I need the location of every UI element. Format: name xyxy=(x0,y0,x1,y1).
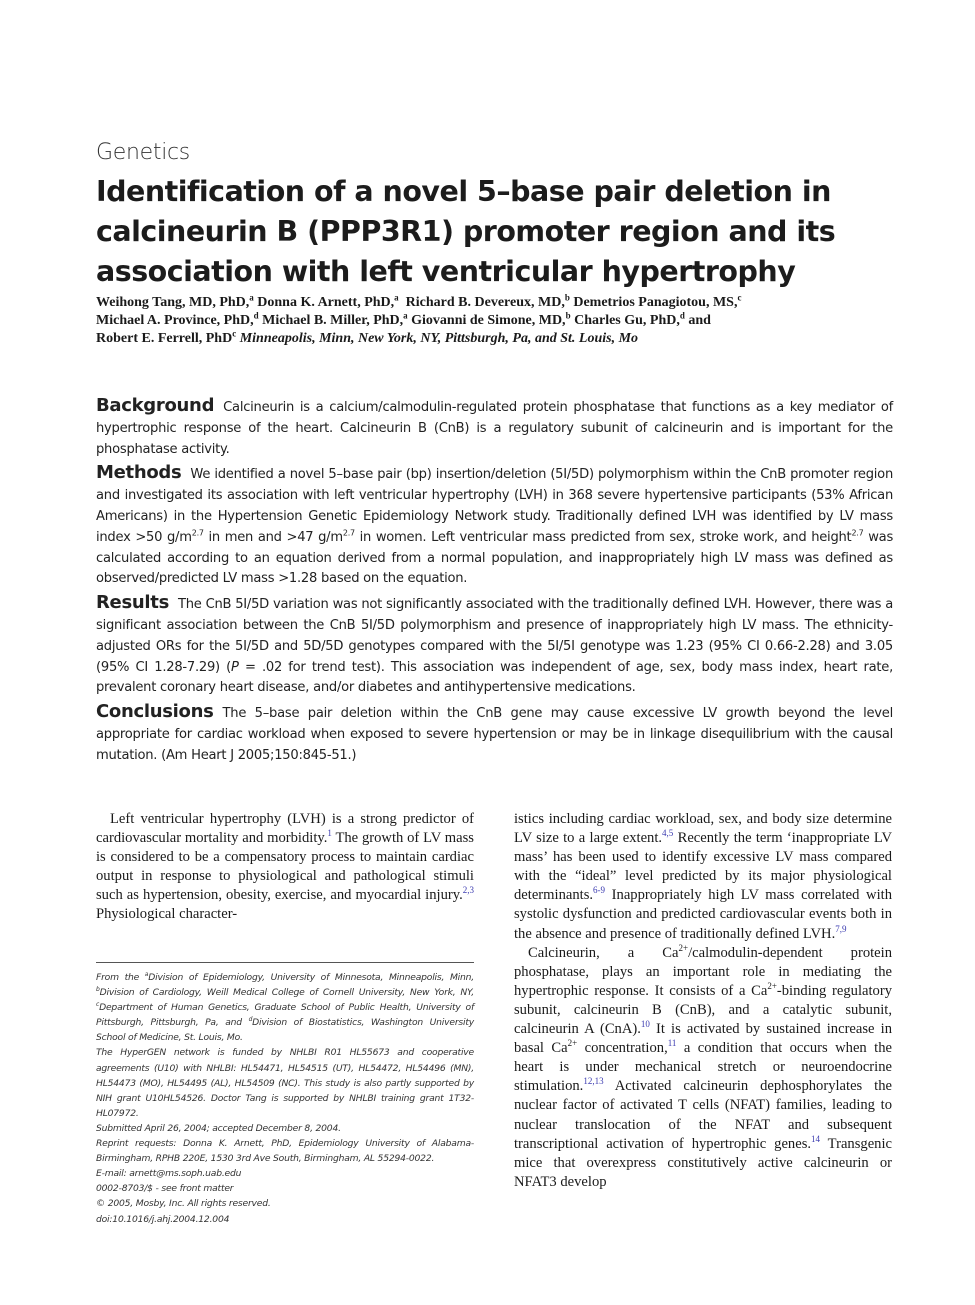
reference-link[interactable]: 7,9 xyxy=(835,923,847,934)
author-list: Weihong Tang, MD, PhD,$^a$ Donna K. Arnett, PhD,$^a$ Richard B. Devereux, MD,$^b$ Demetrios Panagiotou, MS,$^c$ Michael A. Province, PhD,$^d$ Michael B. Miller, PhD,$^a$ Giovanni de Simone, MD,$^b$ Charles Gu, PhD,$^d$ and Robert E. Ferrell, PhD$^c$ Minneapolis, Minn, New York, NY, Pittsburgh, Pa, and St. Louis, Mo xyxy=(96,292,742,346)
author: Robert E. Ferrell, PhD xyxy=(96,331,233,346)
author: Weihong Tang, MD, PhD, xyxy=(96,295,250,310)
abstract-heading: Background xyxy=(96,395,215,416)
reference-link[interactable]: 11 xyxy=(667,1038,677,1049)
author: Charles Gu, PhD, xyxy=(574,313,680,328)
reference-link[interactable]: 4,5 xyxy=(662,828,674,839)
footnote-doi[interactable]: doi:10.1016/j.ahj.2004.12.004 xyxy=(96,1213,230,1225)
abstract-heading: Results xyxy=(96,592,169,614)
body-paragraph: istics including cardiac workload, sex, and body size determine LV size to a large extent.$^{4,5}$ Recently the term ‘inappropriate LV mass’ has been used to identify excessive LV mass compared with the “ideal” level predicted by its major physiological determinants.$^{6-9}$ Inappropriately high LV mass correlated with systolic dysfunction and predicted cardiovascular events both in the absence and presence of traditionally defined LVH.$^{7,9}$ xyxy=(514,811,892,942)
footnote-issn: 0002-8703/$ - see front matter xyxy=(96,1183,234,1195)
body-paragraph: Calcineurin, a $Ca^{2+}/calmodulin$-dependent protein phosphatase, plays an important role in mediating the hypertrophic response. It consists of a $Ca^{2+}$-binding regulatory subunit, calcineurin B (CnB), and a catalytic subunit, calcineurin A (CnA).$^{10}$ It is activated by sustained increase in basal $Ca^{2+}$ concentration,$^{11}$ a condition that occurs when the heart is under mechanical stretch or neuroendocrine stimulation.$^{12,13}$ Activated calcineurin dephosphorylates the nuclear factor of activated T cells (NFAT) families, leading to nuclear translocation of the NFAT and subsequent transcriptional activation of hypertrophic genes.$^{14}$ Transgenic mice that overexpress constitutively active calcineurin or NFAT3 develop xyxy=(514,942,893,1190)
footnote-divider xyxy=(96,962,474,963)
article-title: Identification of a novel 5–base pair deletion in calcineurin B (PPP3R1) promoter region and its association with left ventricular hypertrophy xyxy=(96,175,836,288)
author: Michael B. Miller, PhD, xyxy=(262,313,404,328)
abstract-methods: Methods We identified a novel 5–base pair (bp) insertion/deletion (5I/5D) polymorphism within the CnB promoter region and investigated its association with left ventricular hypertrophy (LVH) in 368 severe hypertensive participants (53% African Americans) in the Hypertension Genetic Epidemiology Network study. Traditionally defined LVH was identified by LV mass index >50 $g/m^{2.7}$ in men and >47 $g/m^{2.7}$ in women. Left ventricular mass predicted from sex, stroke work, and height$^{2.7}$ was calculated according to an equation derived from a normal population, and inappropriately high LV mass was defined as observed/predicted LV mass >1.28 based on the equation. xyxy=(96,462,894,587)
footnotes xyxy=(96,970,474,1227)
footnote-affiliations: From the $^a$Division of Epidemiology, University of Minnesota, Minneapolis, Minn, $^b$Division of Cardiology, Weill Medical College of Cornell University, New York, NY, $^c$Department of Human Genetics, Graduate School of Public Health, University of Pittsburgh, Pittsburgh, Pa, and $^d$Division of Biostatistics, Washington University School of Medicine, St. Louis, Mo. xyxy=(96,970,474,1044)
author: Richard B. Devereux, MD, xyxy=(405,295,565,310)
author: Michael A. Province, PhD, xyxy=(96,313,254,328)
abstract-conclusions: Conclusions The 5–base pair deletion within the CnB gene may cause excessive LV growth beyond the level appropriate for cardiac workload when exposed to severe hypertension or may be in linkage disequilibrium with the causal mutation. (Am Heart J 2005;150:845-51.) xyxy=(96,701,893,763)
reference-link[interactable]: 12,13 xyxy=(583,1076,604,1087)
footnote-reprint: Reprint requests: Donna K. Arnett, PhD, Epidemiology University of Alabama-Birmingham, RPHB 220E, 1530 3rd Ave South, Birmingham, AL 55294-0022. xyxy=(96,1138,474,1165)
reference-link[interactable]: 2,3 xyxy=(462,885,474,896)
abstract-heading: Conclusions xyxy=(96,701,214,723)
author: Giovanni de Simone, MD, xyxy=(411,313,566,328)
abstract xyxy=(96,396,893,770)
body-column-left xyxy=(96,810,474,925)
abstract-results: Results The CnB 5I/5D variation was not significantly associated with the traditionally defined LVH. However, there was a significant association between the CnB 5I/5D polymorphism and presence of inappropriately high LV mass. The ethnicity-adjusted ORs for the 5I/5D and 5D/5D genotypes compared with the 5I/5I genotype was 1.23 (95% CI 0.66-2.28) and 3.05 (95% CI 1.28-7.29) (P = .02 for trend test). This association was independent of age, sex, body mass index, heart rate, prevalent coronary heart disease, and/or diabetes and antihypertensive medications. xyxy=(96,592,893,696)
abstract-heading: Methods xyxy=(96,462,182,484)
author: Donna K. Arnett, PhD, xyxy=(257,295,395,310)
reference-link[interactable]: 6-9 xyxy=(593,885,606,896)
body-paragraph: Left ventricular hypertrophy (LVH) is a strong predictor of cardiovascular mortality and morbidity.$^1$ The growth of LV mass is considered to be a compensatory process to maintain cardiac output in response to physiological and pathological stimuli such as hypertension, obesity, exercise, and myocardial injury.$^{2,3}$ Physiological character- xyxy=(96,811,474,923)
body-column-right xyxy=(514,810,892,1192)
section-label: Genetics xyxy=(96,140,190,165)
reference-link[interactable]: 10 xyxy=(640,1019,650,1030)
author-locations: Minneapolis, Minn, New York, NY, Pittsburgh, Pa, and St. Louis, Mo xyxy=(239,331,639,346)
footnote-email[interactable]: E-mail: arnett@ms.soph.uab.edu xyxy=(96,1168,242,1180)
footnote-copyright: © 2005, Mosby, Inc. All rights reserved. xyxy=(96,1198,271,1210)
footnote-funding: The HyperGEN network is funded by NHLBI R01 HL55673 and cooperative agreements (U10) with NHLBI: HL54471, HL54515 (UT), HL54472, HL54496 (MN), HL54473 (MO), HL54495 (AL), HL54509 (NC). This study is also partly supported by NIH grant U10HL54526. Doctor Tang is supported by NHLBI training grant 1T32-HL07972. xyxy=(96,1047,474,1119)
author: Demetrios Panagiotou, MS, xyxy=(573,295,738,310)
reference-link[interactable]: 1 xyxy=(327,828,332,839)
reference-link[interactable]: 14 xyxy=(811,1133,821,1144)
footnote-dates: Submitted April 26, 2004; accepted December 8, 2004. xyxy=(96,1122,341,1134)
abstract-background: Background Calcineurin is a calcium/calmodulin-regulated protein phosphatase that functions as a key mediator of hypertrophic response of the heart. Calcineurin B (CnB) is a regulatory subunit of calcineurin and is important for the phosphatase activity. xyxy=(96,395,893,457)
